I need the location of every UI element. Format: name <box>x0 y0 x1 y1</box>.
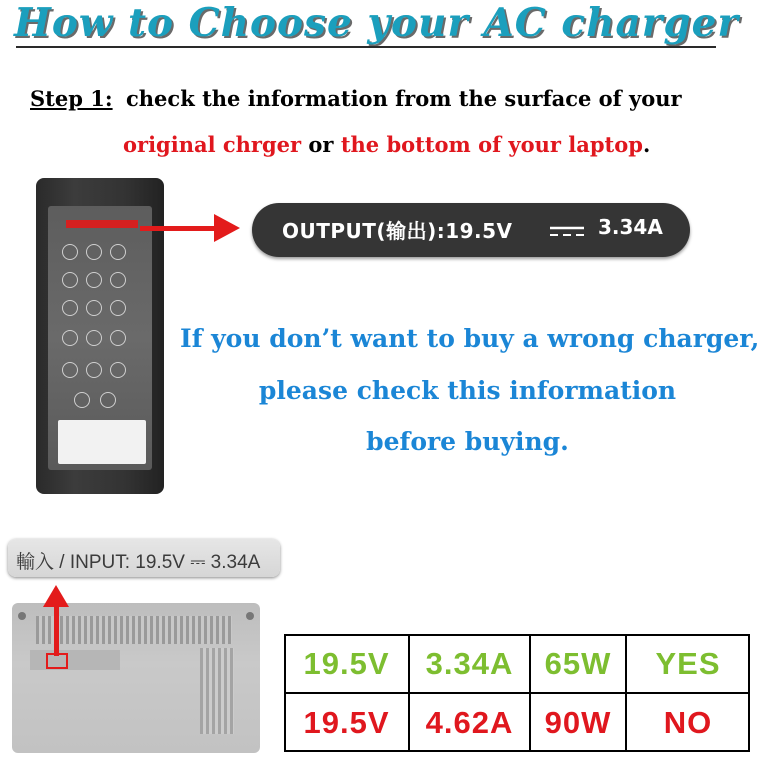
table-cell-voltage: 19.5V <box>284 693 409 752</box>
laptop-vent <box>200 648 234 734</box>
certification-icon <box>110 300 126 316</box>
dc-symbol-icon <box>550 226 584 238</box>
laptop-screw <box>246 612 254 620</box>
certification-icon <box>110 362 126 378</box>
warning-line-3: before buying. <box>366 427 569 456</box>
step-instruction: check the information from the surface of your <box>126 86 682 111</box>
label-highlight-box <box>46 653 68 669</box>
output-current: 3.34A <box>598 215 663 239</box>
table-cell-power: 90W <box>530 693 626 752</box>
certification-icon <box>86 244 102 260</box>
laptop-rating-label <box>30 650 120 670</box>
table-cell-voltage: 19.5V <box>284 634 409 693</box>
warning-line-2: please check this information <box>258 376 677 405</box>
certification-icon <box>100 392 116 408</box>
table-cell-current: 3.34A <box>409 634 530 693</box>
table-cell-power: 65W <box>530 634 626 693</box>
laptop-screw <box>18 612 26 620</box>
laptop-vent <box>36 616 232 644</box>
certification-icon <box>62 330 78 346</box>
certification-icon <box>74 392 90 408</box>
table-cell-current: 4.62A <box>409 693 530 752</box>
table-cell-verdict: NO <box>626 693 750 752</box>
arrow-up-icon <box>54 598 59 656</box>
charger-output-highlight <box>66 220 138 228</box>
certification-icon <box>110 244 126 260</box>
output-voltage: OUTPUT(输出):19.5V <box>282 219 513 243</box>
certification-icon <box>86 330 102 346</box>
page-title: How to Choose your AC charger <box>14 0 739 46</box>
step-label: Step 1: <box>30 86 113 111</box>
or-text: or <box>308 132 334 157</box>
certification-icon <box>62 300 78 316</box>
period-text: . <box>642 132 651 157</box>
certification-icon <box>62 362 78 378</box>
certification-icon <box>86 300 102 316</box>
certification-icon <box>62 272 78 288</box>
certification-icon <box>110 272 126 288</box>
title-underline <box>16 46 716 48</box>
arrow-right-head-icon <box>214 214 240 242</box>
certification-icon <box>86 362 102 378</box>
arrow-right-icon <box>140 226 220 231</box>
certification-icon <box>86 272 102 288</box>
original-charger-text: original chrger <box>123 132 302 157</box>
warning-line-1: If you don’t want to buy a wrong charger, <box>180 324 760 353</box>
laptop-bottom-text: the bottom of your laptop <box>340 132 643 157</box>
input-rating: 輸入 / INPUT: 19.5V ⎓ 3.34A <box>16 552 261 573</box>
step-instruction-line2 <box>123 132 650 157</box>
certification-icon <box>62 244 78 260</box>
charger-barcode-area <box>58 420 146 464</box>
certification-icon <box>110 330 126 346</box>
table-cell-verdict: YES <box>626 634 750 693</box>
